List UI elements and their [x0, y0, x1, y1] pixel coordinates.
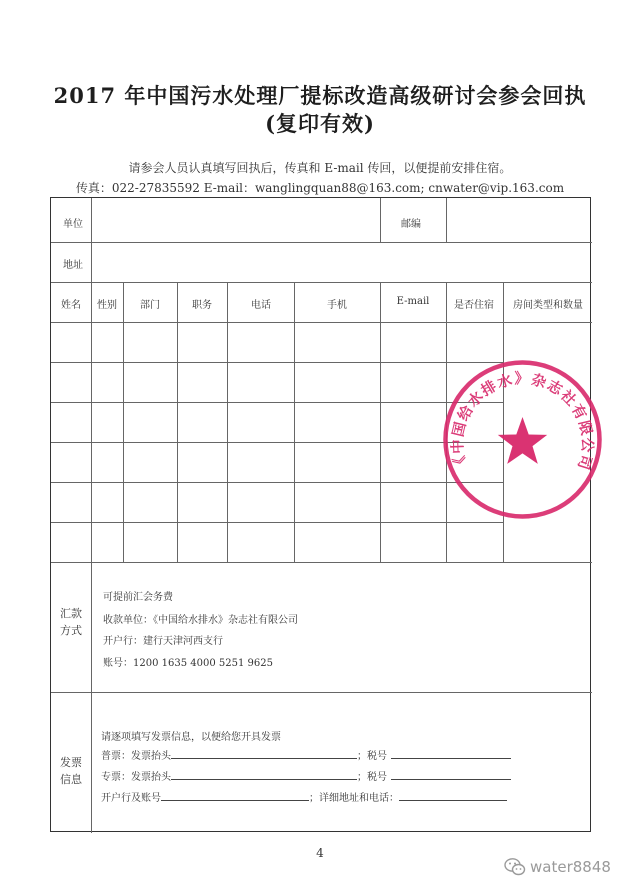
wechat-icon [504, 857, 526, 877]
special-invoice-title-field[interactable] [171, 770, 357, 780]
normal-invoice-row [101, 747, 511, 762]
document-title: 2017 年中国污水处理厂提标改造高级研讨会参会回执 [53, 83, 587, 108]
special-invoice-title-label: 专票：发票抬头 [101, 772, 171, 783]
invoice-section-label: 发票 信息 [60, 756, 82, 786]
row-divider [51, 442, 503, 443]
column-divider [123, 282, 124, 562]
column-header-room-type: 房间类型和数量 [513, 300, 583, 311]
bank-account-label: 开户行及账号 [101, 793, 161, 804]
page-number: 4 [316, 846, 324, 860]
normal-invoice-title-label: 普票：发票抬头 [101, 751, 171, 762]
column-header-department: 部门 [140, 300, 160, 311]
watermark-text: water8848 [530, 858, 611, 876]
normal-invoice-tax-field[interactable] [391, 749, 511, 759]
column-divider [227, 282, 228, 562]
column-divider [177, 282, 178, 562]
address-phone-field[interactable] [399, 791, 507, 801]
document-subtitle: (复印有效) [265, 111, 375, 136]
seal-star-icon [498, 417, 547, 464]
row-divider [51, 482, 503, 483]
column-header-position: 职务 [192, 300, 212, 311]
column-divider [380, 282, 381, 562]
watermark [504, 856, 611, 878]
unit-label: 单位 [63, 219, 83, 230]
column-header-mobile: 手机 [327, 300, 347, 311]
remittance-payee: 收款单位：《中国给水排水》杂志社有限公司 [103, 615, 298, 626]
postcode-label: 邮编 [401, 219, 421, 230]
column-header-gender: 性别 [97, 300, 117, 311]
normal-invoice-title-field[interactable] [171, 749, 357, 759]
column-header-phone: 电话 [251, 300, 271, 311]
column-divider [380, 198, 381, 242]
column-divider [91, 198, 92, 833]
row-divider [51, 322, 592, 323]
bank-account-field[interactable] [161, 791, 309, 801]
instruction-text: 请参会人员认真填写回执后，传真和 E-mail 传回，以便提前安排住宿。 [128, 161, 512, 175]
row-divider [51, 562, 592, 563]
column-divider [294, 282, 295, 562]
column-header-email: E-mail [396, 296, 430, 307]
address-label: 地址 [63, 260, 83, 271]
row-divider [51, 282, 592, 283]
special-invoice-tax-field[interactable] [391, 770, 511, 780]
remittance-line: 可提前汇会务费 [103, 592, 173, 603]
row-divider [51, 362, 503, 363]
company-seal-stamp [440, 357, 605, 522]
column-header-lodging: 是否住宿 [454, 300, 494, 311]
normal-invoice-tax-label: ；税号 [357, 751, 387, 762]
column-header-name: 姓名 [61, 300, 81, 311]
row-divider [51, 242, 592, 243]
bank-account-row [101, 789, 507, 804]
row-divider [51, 402, 503, 403]
remittance-section-label: 汇款 方式 [60, 607, 82, 637]
remittance-bank: 开户行：建行天津河西支行 [103, 636, 223, 647]
row-divider [51, 522, 503, 523]
contact-info: 传真：022-27835592 E-mail：wanglingquan88@163.com; cnwater@vip.163.com [75, 181, 565, 195]
special-invoice-row [101, 768, 511, 783]
remittance-account: 账号：1200 1635 4000 5251 9625 [103, 658, 273, 669]
row-divider [51, 692, 592, 693]
special-invoice-tax-label: ；税号 [357, 772, 387, 783]
column-divider [446, 198, 447, 242]
svg-text:《中国给水排水》杂志社有限公司: 《中国给水排水》杂志社有限公司 [449, 370, 596, 473]
invoice-instruction: 请逐项填写发票信息，以便给您开具发票 [101, 732, 281, 743]
address-phone-label: ；详细地址和电话： [309, 793, 399, 804]
